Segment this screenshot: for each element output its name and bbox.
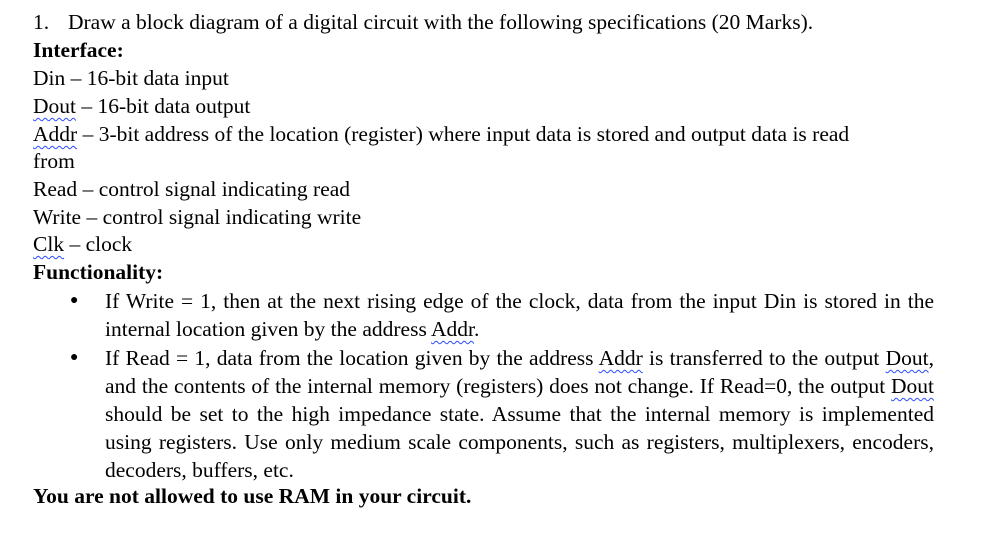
signal-desc: – control signal indicating read <box>77 177 351 201</box>
addr-term: Addr <box>598 346 643 370</box>
dout-term: Dout <box>891 374 934 398</box>
closing-statement: You are not allowed to use RAM in your circuit. <box>33 484 472 508</box>
signal-desc: – 16-bit data input <box>65 66 229 90</box>
signal-write <box>33 203 361 231</box>
question-title-line <box>33 8 813 36</box>
addr-term: Addr <box>431 317 474 341</box>
signal-addr <box>33 120 849 148</box>
signal-addr-continuation <box>33 147 75 175</box>
signal-name: Addr <box>33 122 78 146</box>
signal-name: Write <box>33 205 82 229</box>
bullet-text: , and the contents of the internal memory (registers) does not change. If Read=0, the output <box>105 346 934 398</box>
functionality-heading: Functionality: <box>33 260 164 284</box>
interface-heading: Interface: <box>33 38 124 62</box>
signal-read <box>33 175 350 203</box>
dout-term: Dout <box>885 346 929 370</box>
bullet-text: If Write = 1, then at the next rising edge of the clock, data from the input Din is stored in the internal location given by the address <box>105 289 934 341</box>
functionality-bullet-write <box>105 287 934 343</box>
bullet-icon: ● <box>70 350 79 365</box>
signal-desc: – control signal indicating write <box>81 205 362 229</box>
signal-din <box>33 64 229 92</box>
bullet-icon: ● <box>70 293 79 308</box>
signal-desc: – clock <box>64 232 133 256</box>
signal-clk <box>33 230 132 258</box>
signal-desc: – 16-bit data output <box>76 94 251 118</box>
signal-name: Read <box>33 177 78 201</box>
bullet-text: should be set to the high impedance state. Assume that the internal memory is implemented using registers. Use only medium scale components, such as registers, multiplexers, encoders, decoders, buffers, etc. <box>105 402 934 482</box>
signal-desc: – 3-bit address of the location (register) where input data is stored and output data is read <box>77 122 850 146</box>
signal-name: Dout <box>33 94 76 118</box>
question-title: Draw a block diagram of a digital circuit with the following specifications (20 Marks). <box>68 10 814 34</box>
signal-name: Clk <box>33 232 65 256</box>
bullet-text: . <box>474 317 480 341</box>
signal-dout <box>33 92 250 120</box>
signal-name: Din <box>33 66 66 90</box>
functionality-bullet-read <box>105 344 934 484</box>
question-number: 1. <box>33 10 50 34</box>
signal-desc: from <box>33 149 75 173</box>
bullet-text: If Read = 1, data from the location given by the address <box>105 346 599 370</box>
bullet-text: is transferred to the output <box>642 346 886 370</box>
